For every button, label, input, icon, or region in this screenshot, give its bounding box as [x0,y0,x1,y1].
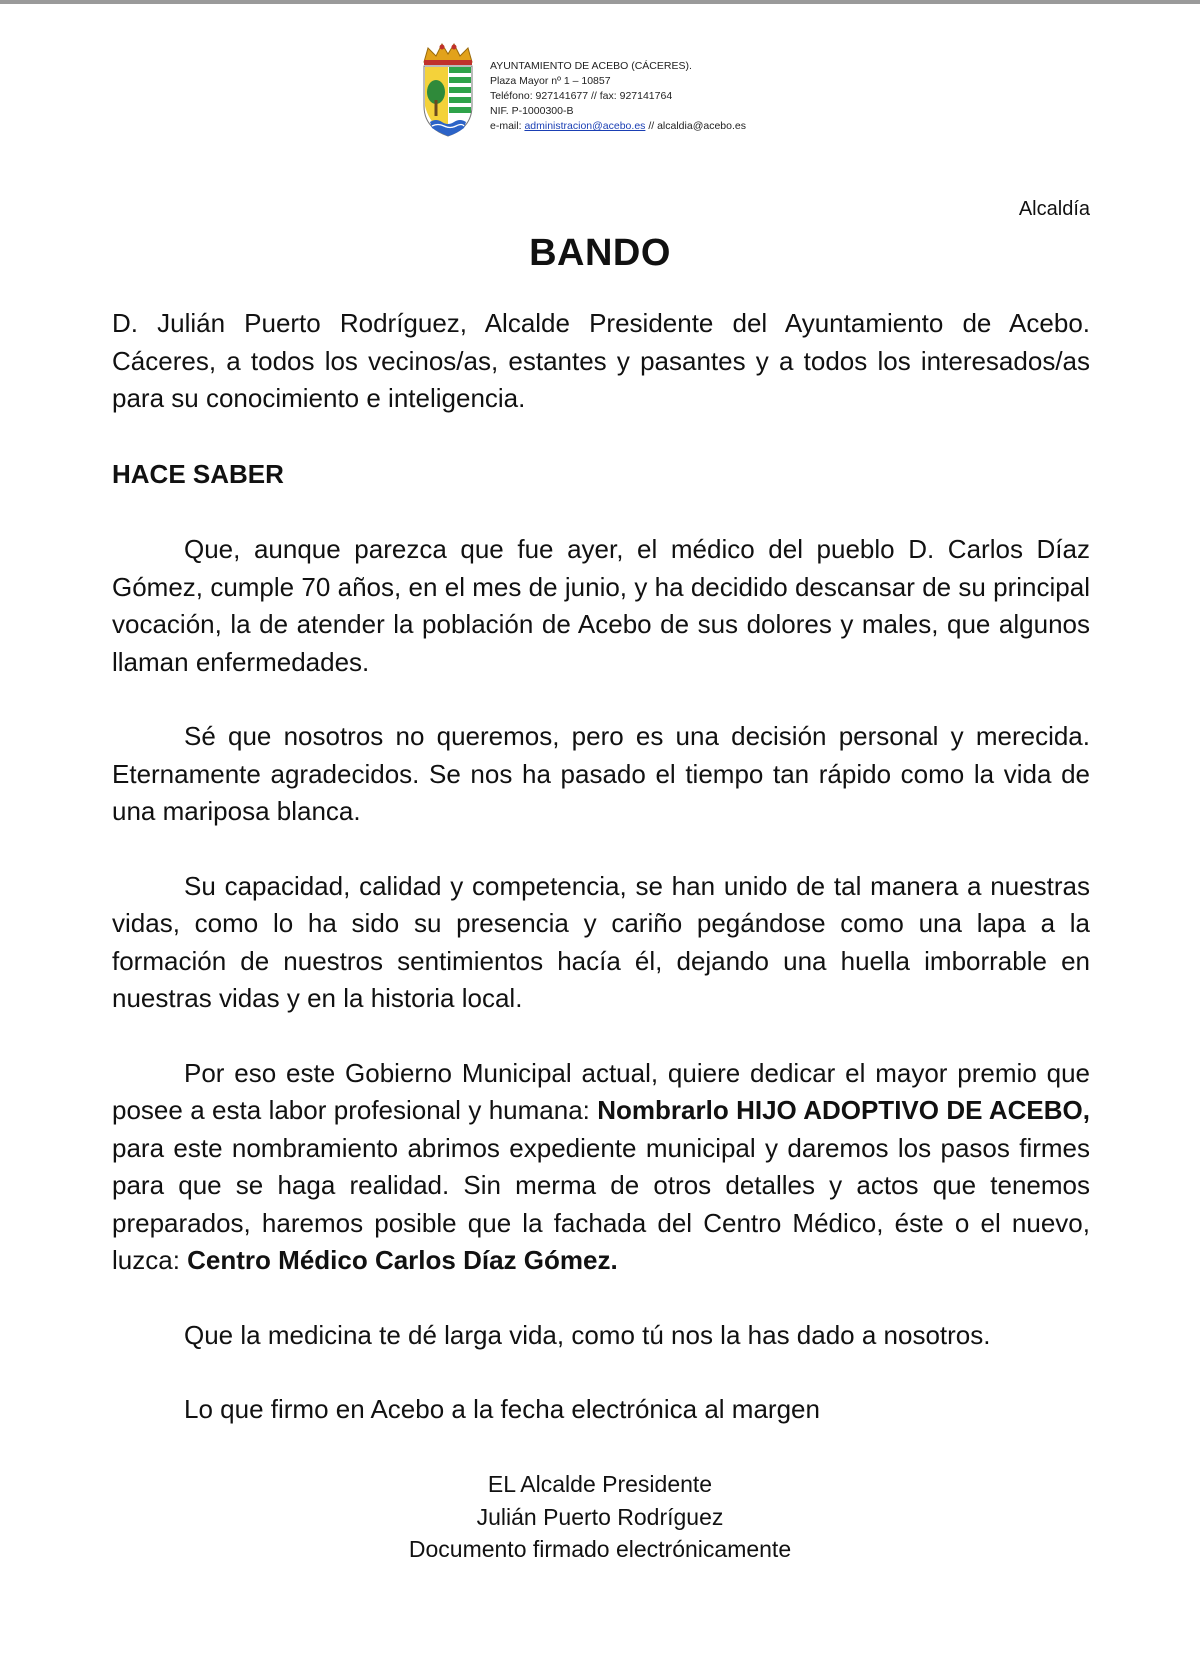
hace-saber-heading: HACE SABER [112,458,284,489]
signature-note: Documento firmado electrónicamente [408,1536,792,1562]
signature-name: Julián Puerto Rodríguez [476,1503,724,1530]
top-border [0,0,1200,4]
signature-block [0,1468,1200,1566]
department-label: Alcaldía [1018,198,1090,220]
paragraph-4 [112,1055,1090,1280]
paragraph-1: Que, aunque parezca que fue ayer, el médico del pueblo D. Carlos Díaz Gómez, cumple 70 años, en el mes de junio, y ha decidido descansar de su principal vocación, la de atender la población de Acebo de sus dolores y males, que algunos llaman enfermedades. [112,534,1090,677]
org-address: Plaza Mayor nº 1 – 10857 [490,75,611,87]
paragraph-6: Lo que firmo en Acebo a la fecha electrónica al margen [184,1394,820,1424]
paragraph-4-bold-2: Centro Médico Carlos Díaz Gómez. [187,1245,618,1275]
email-label: e-mail: [490,120,525,132]
paragraph-3: Su capacidad, calidad y competencia, se han unido de tal manera a nuestras vidas, como lo ha sido su presencia y cariño pegándose como una lapa a la formación de nuestros sentimientos hacía él, dejando una huella imborrable en nuestras vidas y en la historia local. [112,870,1090,1013]
letterhead [418,42,746,138]
document-body [112,305,1090,1429]
paragraph-2: Sé que nosotros no queremos, pero es una decisión personal y merecida. Eternamente agradecidos. Se nos ha pasado el tiempo tan rápido como la vida de una mariposa blanca. [112,721,1090,826]
document-title: BANDO [529,232,671,274]
email-link[interactable]: administracion@acebo.es [524,120,646,132]
org-email [490,119,746,134]
org-phone: Teléfono: 927141677 // fax: 927141764 [490,90,673,102]
email-rest: // alcaldia@acebo.es [645,120,746,132]
paragraph-4-text-a: Por eso este Gobierno Municipal actual, quiere dedicar el mayor premio que posee a esta labor profesional y humana: [112,1057,1090,1125]
org-nif: NIF. P-1000300-B [490,105,574,117]
paragraph-4-text-b: para este nombramiento abrimos expediente municipal y daremos los pasos firmes para que se haga realidad. Sin merma de otros detalles y actos que tenemos preparados, haremos posible que la fachada del Centro Médico, éste o el nuevo, luzca: [112,1132,1090,1275]
coat-of-arms-icon [418,42,478,138]
intro-paragraph: D. Julián Puerto Rodríguez, Alcalde Presidente del Ayuntamiento de Acebo. Cáceres, a todos los vecinos/as, estantes y pasantes y a todos los interesados/as para su conocimiento e inteligencia. [112,308,1090,413]
signature-title: EL Alcalde Presidente [487,1471,713,1497]
paragraph-5: Que la medicina te dé larga vida, como tú nos la has dado a nosotros. [184,1319,991,1350]
org-name: AYUNTAMIENTO DE ACEBO (CÁCERES). [490,60,692,72]
letterhead-text [490,59,746,134]
paragraph-4-bold-1: Nombrarlo HIJO ADOPTIVO DE ACEBO, [597,1095,1091,1125]
